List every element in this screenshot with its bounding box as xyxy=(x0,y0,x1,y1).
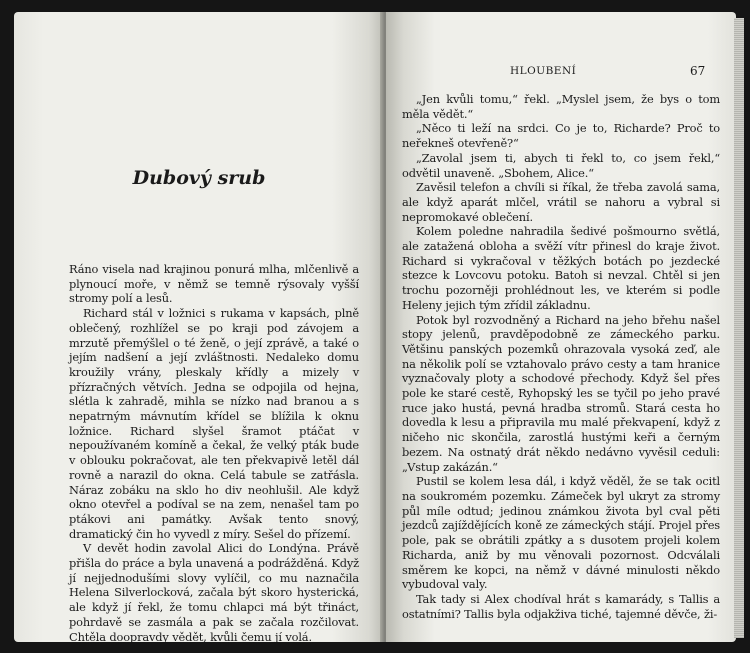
right-paragraph-3: „Zavolal jsem ti, abych ti řekl to, co jsem řekl,“ odvětil unaveně. „Sbohem, Alice.“ xyxy=(402,150,720,180)
chapter-title: Dubový srub xyxy=(132,167,266,189)
right-paragraph-7: Pustil se kolem lesa dál, i když věděl, že se tak ocitl na soukromém pozemku. Zámeček byl ukryt za stromy půl míle odtud; jedinou známkou života byl cval pěti jezdců zajíždějících koně ze zámeckých stájí. Projel přes pole, pak se obrátili zpátky a s dusotem projeli kolem Richarda, aniž by mu věnovali pozornost. Odcválali směrem ke kopci, na němž v dávné minulosti někdo vybudoval valy. xyxy=(402,474,720,592)
page-number: 67 xyxy=(690,64,706,78)
open-book xyxy=(14,12,736,642)
left-page xyxy=(14,12,384,642)
right-paragraph-5: Kolem poledne nahradila šedivé pošmourno světlá, ale zatažená obloha a svěží vítr přinesl do kraje život. Richard si vykračoval v těžkých botách po jezdecké stezce k Lovcovu potoku. Batoh si nevzal. Chtěl si jen trochu pozorněji prohlédnout les, ve kterém si podle Heleny jejich tým zřídil základnu. xyxy=(402,224,720,312)
left-paragraph-3: V devět hodin zavolal Alici do Londýna. Právě přišla do práce a byla unavená a podrážděná. Když jí nejjednodušími slovy vylíčil, co mu naznačila Helena Silverlocková, začala být skoro hysterická, ale když jí řekl, že tomu chlapci má být třináct, pohrdavě se zasmála a pak se začala rozčilovat. Chtěla doopravdy vědět, kvůli čemu jí volá. xyxy=(69,541,359,642)
right-paragraph-4: Zavěsil telefon a chvíli si říkal, že třeba zavolá sama, ale když aparát mlčel, vrátil se nahoru a vybral si nepromokavé oblečení. xyxy=(402,180,720,224)
right-paragraph-8: Tak tady si Alex chodíval hrát s kamarády, s Tallis a ostatními? Tallis byla odjakživa tiché, tajemné děvče, ži- xyxy=(402,591,720,621)
left-page-text xyxy=(69,262,359,642)
left-paragraph-2: Richard stál v ložnici s rukama v kapsách, plně oblečený, rozhlížel se po kraji pod závojem a mrzutě přemýšlel o té ženě, o její zprávě, a také o jejím nadšení a její zvláštnosti. Nedaleko domu kroužily vrány, pleskaly křídly a mizely v přízračných větvích. Jedna se odpojila od hejna, slétla k zahradě, mihla se nízko nad branou a s nepatrným mávnutím křídel se blížila k oknu ložnice. Richard slyšel šramot ptáčat v nepoužívaném komíně a čekal, že velký pták bude v oblouku pokračovat, ale ten překvapivě letěl dál rovně a narazil do okna. Celá tabule se zatřásla. Náraz zobáku na sklo ho div neohlušil. Ale když okno otevřel a podíval se na zem, nenašel tam po ptákovi ani památky. Avšak tento snový, dramatický čin ho vyvedl z míry. Sešel do přízemí. xyxy=(69,306,359,541)
page-edges xyxy=(734,18,744,638)
right-paragraph-2: „Něco ti leží na srdci. Co je to, Richarde? Proč to neřekneš otevřeně?“ xyxy=(402,121,720,151)
right-page-text xyxy=(402,92,720,621)
right-paragraph-1: „Jen kvůli tomu,“ řekl. „Myslel jsem, že bys o tom měla vědět.“ xyxy=(402,92,720,121)
left-paragraph-1: Ráno visela nad krajinou ponurá mlha, mlčenlivě a plynoucí moře, v němž se temně rýsovaly vyšší stromy polí a lesů. xyxy=(69,262,359,306)
running-head: HLOUBENÍ xyxy=(510,65,577,77)
right-page xyxy=(386,12,736,642)
right-paragraph-6: Potok byl rozvodněný a Richard na jeho břehu našel stopy jelenů, pravděpodobně ze zámeckého parku. Většinu panských pozemků ohrazovala vysoká zeď, ale na několik polí se vztahovalo právo cesty a tam hranice vyznačovaly ploty a schodové přechody. Když šel přes pole ke staré cestě, Ryhopský les se tyčil po jeho pravé ruce jako hustá, pevná hradba stromů. Stará cesta ho dovedla k lesu a připravila mu malé překvapení, když z ničeho nic skončila, zarostlá hustými keři a černým bezem. Na ostnatý drát někdo nedávno vyvěsil ceduli: „Vstup zakázán.“ xyxy=(402,312,720,474)
